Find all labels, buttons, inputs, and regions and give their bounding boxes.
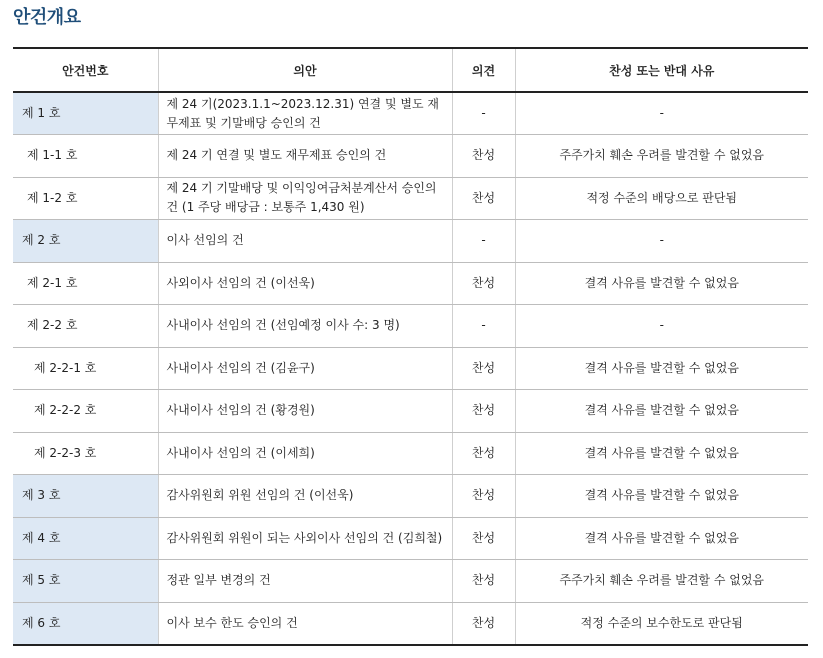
reason-cell: 결격 사유를 발견할 수 없었음	[515, 390, 808, 433]
agenda-cell: 사내이사 선임의 건 (황경원)	[158, 390, 452, 433]
table-row	[13, 432, 808, 475]
reason-cell: 적정 수준의 보수한도로 판단됨	[515, 602, 808, 645]
agenda-number-cell: 제 2-2-1 호	[13, 347, 158, 390]
opinion-cell: 찬성	[452, 475, 515, 518]
table-row	[13, 347, 808, 390]
reason-cell: 결격 사유를 발견할 수 없었음	[515, 347, 808, 390]
table-row	[13, 177, 808, 220]
table-row	[13, 220, 808, 263]
opinion-cell: 찬성	[452, 135, 515, 178]
table-body	[13, 92, 808, 645]
table-row	[13, 517, 808, 560]
agenda-cell: 이사 선임의 건	[158, 220, 452, 263]
header-row	[13, 48, 808, 92]
agenda-cell: 사내이사 선임의 건 (선임예정 이사 수: 3 명)	[158, 305, 452, 348]
table-row	[13, 92, 808, 135]
reason-cell: -	[515, 305, 808, 348]
opinion-cell: -	[452, 220, 515, 263]
agenda-number-cell: 제 2-2-3 호	[13, 432, 158, 475]
agenda-number-cell: 제 2-1 호	[13, 262, 158, 305]
reason-cell: 결격 사유를 발견할 수 없었음	[515, 475, 808, 518]
header-agenda: 의안	[158, 48, 452, 92]
agenda-table	[13, 47, 808, 646]
table-row	[13, 560, 808, 603]
reason-cell: 결격 사유를 발견할 수 없었음	[515, 517, 808, 560]
agenda-number-cell: 제 1-1 호	[13, 135, 158, 178]
opinion-cell: -	[452, 305, 515, 348]
agenda-cell: 감사위원회 위원이 되는 사외이사 선임의 건 (김희철)	[158, 517, 452, 560]
agenda-number-cell: 제 2-2 호	[13, 305, 158, 348]
reason-cell: 결격 사유를 발견할 수 없었음	[515, 262, 808, 305]
reason-cell: -	[515, 92, 808, 135]
agenda-number-cell: 제 4 호	[13, 517, 158, 560]
agenda-number-cell: 제 6 호	[13, 602, 158, 645]
opinion-cell: 찬성	[452, 262, 515, 305]
table-row	[13, 135, 808, 178]
reason-cell: -	[515, 220, 808, 263]
reason-cell: 적정 수준의 배당으로 판단됨	[515, 177, 808, 220]
opinion-cell: 찬성	[452, 602, 515, 645]
agenda-number-cell: 제 1 호	[13, 92, 158, 135]
opinion-cell: 찬성	[452, 347, 515, 390]
agenda-cell: 사내이사 선임의 건 (김윤구)	[158, 347, 452, 390]
agenda-cell: 사내이사 선임의 건 (이세희)	[158, 432, 452, 475]
agenda-cell: 감사위원회 위원 선임의 건 (이선욱)	[158, 475, 452, 518]
opinion-cell: 찬성	[452, 517, 515, 560]
agenda-cell: 사외이사 선임의 건 (이선욱)	[158, 262, 452, 305]
agenda-number-cell: 제 1-2 호	[13, 177, 158, 220]
agenda-cell: 제 24 기 기말배당 및 이익잉여금처분계산서 승인의 건 (1 주당 배당금 : 보통주 1,430 원)	[158, 177, 452, 220]
reason-cell: 주주가치 훼손 우려를 발견할 수 없었음	[515, 135, 808, 178]
table-row	[13, 390, 808, 433]
header-opinion: 의견	[452, 48, 515, 92]
opinion-cell: -	[452, 92, 515, 135]
agenda-number-cell: 제 2 호	[13, 220, 158, 263]
table-row	[13, 305, 808, 348]
header-agenda-number: 안건번호	[13, 48, 158, 92]
agenda-cell: 정관 일부 변경의 건	[158, 560, 452, 603]
agenda-cell: 이사 보수 한도 승인의 건	[158, 602, 452, 645]
reason-cell: 결격 사유를 발견할 수 없었음	[515, 432, 808, 475]
table-header	[13, 48, 808, 92]
header-reason: 찬성 또는 반대 사유	[515, 48, 808, 92]
agenda-number-cell: 제 3 호	[13, 475, 158, 518]
table-row	[13, 475, 808, 518]
opinion-cell: 찬성	[452, 432, 515, 475]
reason-cell: 주주가치 훼손 우려를 발견할 수 없었음	[515, 560, 808, 603]
agenda-cell: 제 24 기(2023.1.1~2023.12.31) 연결 및 별도 재무제표 및 기말배당 승인의 건	[158, 92, 452, 135]
opinion-cell: 찬성	[452, 177, 515, 220]
agenda-number-cell: 제 2-2-2 호	[13, 390, 158, 433]
opinion-cell: 찬성	[452, 560, 515, 603]
table-row	[13, 262, 808, 305]
agenda-cell: 제 24 기 연결 및 별도 재무제표 승인의 건	[158, 135, 452, 178]
opinion-cell: 찬성	[452, 390, 515, 433]
table-row	[13, 602, 808, 645]
agenda-number-cell: 제 5 호	[13, 560, 158, 603]
page-title: 안건개요	[13, 7, 81, 28]
